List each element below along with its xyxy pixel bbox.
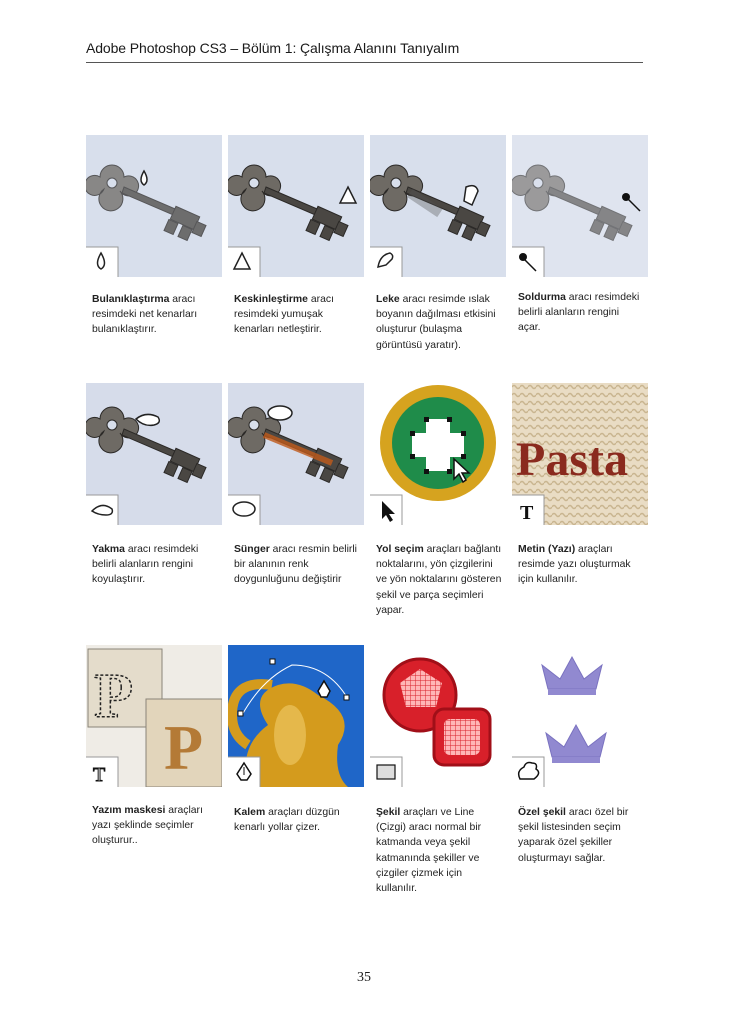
text-tool-image xyxy=(512,383,648,525)
tool-description: Metin (Yazı) araçları resimde yazı oluşturmak için kullanılır. xyxy=(518,544,631,586)
header-title: Adobe Photoshop CS3 – Bölüm 1: Çalışma Alanını Tanıyalım xyxy=(86,40,460,56)
tool-description: Özel şekil aracı özel bir şekil listesinden seçim yaparak özel şekiller oluşturmayı sağlar. xyxy=(518,807,629,864)
tool-description: Yol seçim araçları bağlantı noktalarını, yön çizgilerini ve yön noktalarını gösteren şekil ve parça seçimleri yapar. xyxy=(376,544,502,616)
burn-tool-image xyxy=(86,383,222,525)
letter-p-outline: P xyxy=(94,660,134,731)
path-selection-image xyxy=(370,383,506,525)
tool-description: Sünger aracı resmin belirli bir alanının renk doygunluğunu değiştirir xyxy=(234,544,357,586)
tool-description: Şekil araçları ve Line (Çizgi) aracı normal bir katmanda veya şekil katmanında şekiller ve çizgiler çizmek için kullanılır. xyxy=(376,807,482,895)
tool-description: Keskinleştirme aracı resimdeki yumuşak kenarları netleştirir. xyxy=(234,294,334,336)
pasta-word: Pasta xyxy=(516,433,628,486)
tool-description: Leke aracı resimde ıslak boyanın dağılması etkisini oluşturur (bulaşma görüntüsü yaratır). xyxy=(376,294,496,351)
tool-description: Soldurma aracı resimdeki belirli alanların rengini açar. xyxy=(518,292,640,334)
page-number: 35 xyxy=(357,970,371,985)
type-mask-icon: T xyxy=(93,764,106,786)
running-header xyxy=(86,40,643,63)
sponge-tool-image xyxy=(228,383,364,525)
rectangle-shape-icon xyxy=(377,765,395,779)
tool-description: Bulanıklaştırma aracı resimdeki net kenarları bulanıklaştırır. xyxy=(92,294,198,336)
sponge-icon xyxy=(233,502,255,516)
shape-tool-image xyxy=(370,645,506,787)
letter-p-filled: P xyxy=(164,712,204,783)
type-mask-image xyxy=(86,645,222,787)
custom-shape-image xyxy=(512,645,648,787)
sharpen-tool-image xyxy=(228,135,364,277)
tool-description: Yakma aracı resimdeki belirli alanların rengini koyulaştırır. xyxy=(92,544,199,586)
dodge-tool-image xyxy=(512,135,648,277)
tool-description: Kalem araçları düzgün kenarlı yollar çizer. xyxy=(234,807,340,834)
text-t-icon: T xyxy=(520,502,534,524)
blur-tool-image xyxy=(86,135,222,277)
tool-description: Yazım maskesi araçları yazı şeklinde seçimler oluşturur.. xyxy=(92,805,203,847)
pen-tool-image xyxy=(228,645,364,787)
smudge-tool-image xyxy=(370,135,506,277)
